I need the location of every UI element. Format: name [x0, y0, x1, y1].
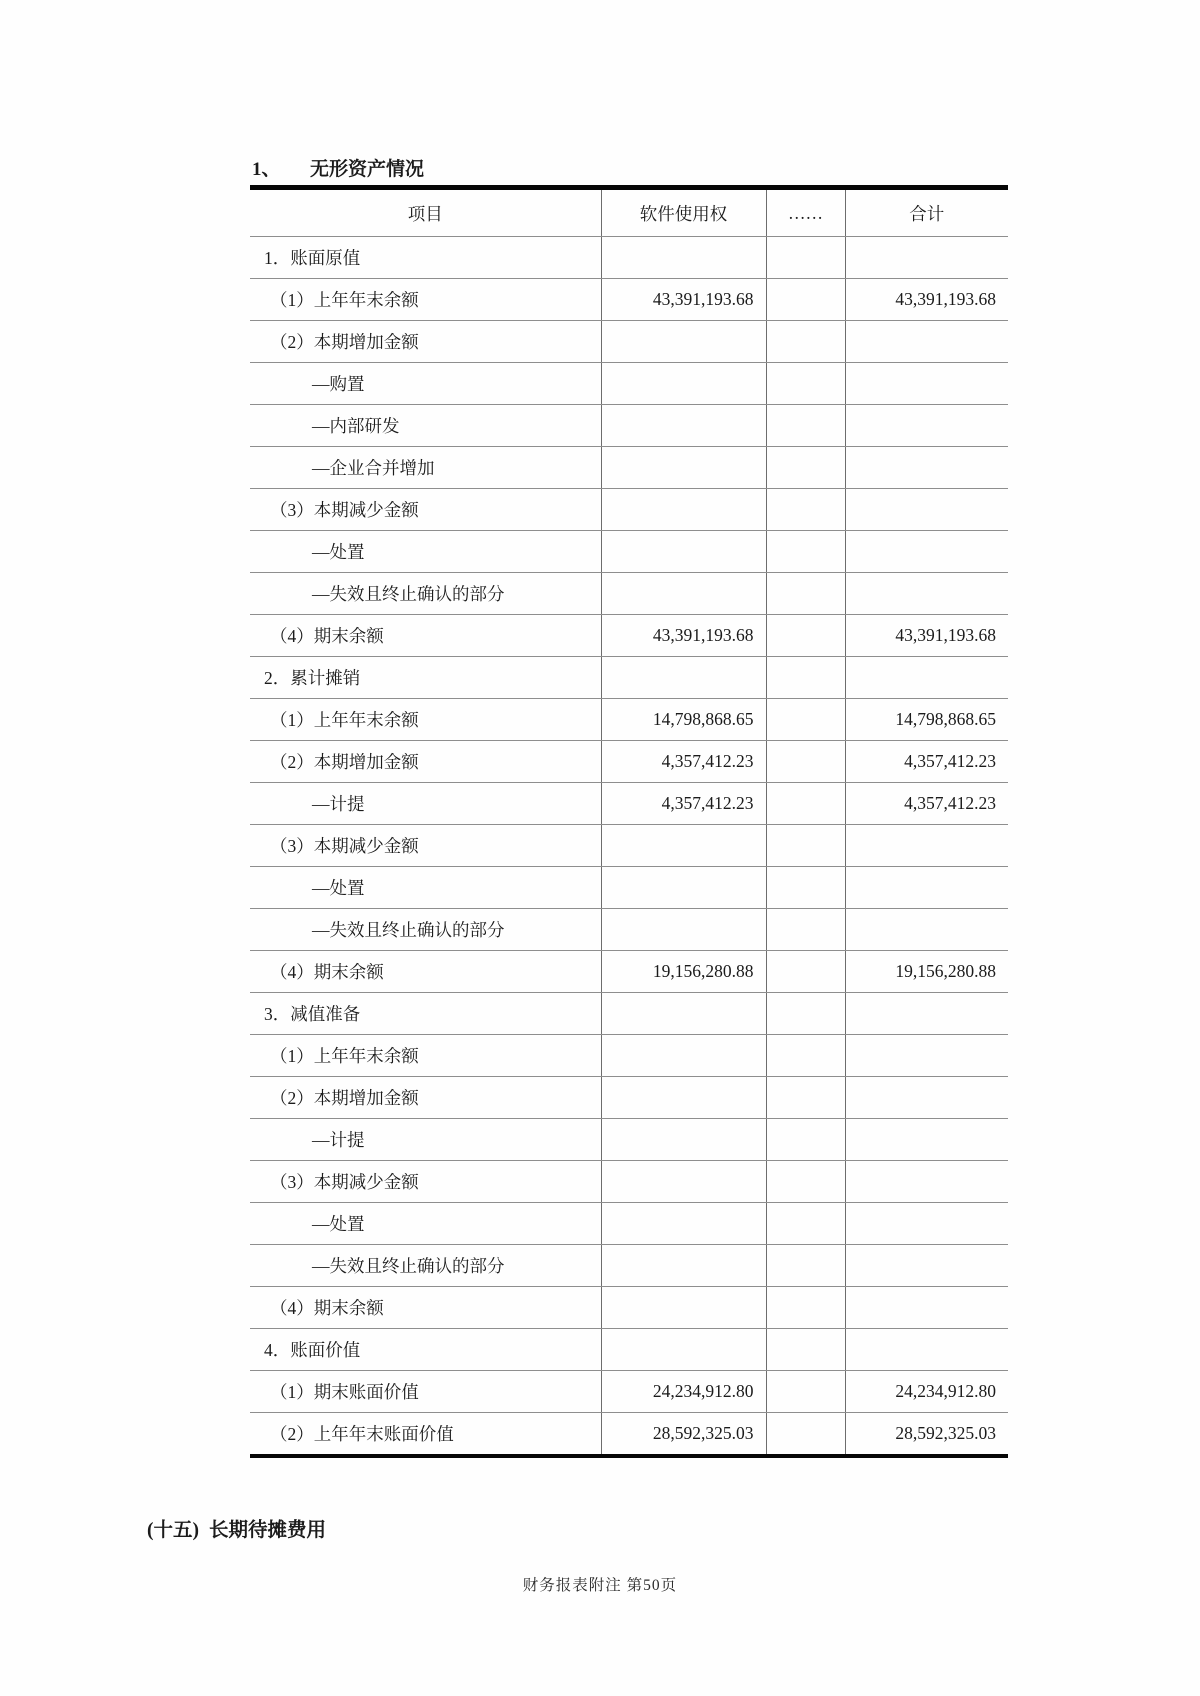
total-value	[845, 447, 1008, 489]
table-row	[250, 573, 1008, 615]
table-row	[250, 1077, 1008, 1119]
table-row	[250, 993, 1008, 1035]
next-section-title: 长期待摊费用	[209, 1520, 327, 1541]
header-software-usage-rights: 软件使用权	[601, 188, 766, 237]
table-row	[250, 951, 1008, 993]
ellipsis-value	[766, 1413, 845, 1457]
ellipsis-value	[766, 783, 845, 825]
ellipsis-value	[766, 657, 845, 699]
software-usage-value	[601, 489, 766, 531]
row-label: 4．账面价值	[250, 1329, 601, 1371]
page-footer: 财务报表附注 第50页	[522, 1577, 678, 1594]
row-label: —处置	[250, 1203, 601, 1245]
row-label: 3．减值准备	[250, 993, 601, 1035]
table-row	[250, 405, 1008, 447]
ellipsis-value	[766, 1035, 845, 1077]
total-value	[845, 1245, 1008, 1287]
table-row	[250, 1161, 1008, 1203]
total-value	[845, 867, 1008, 909]
software-usage-value	[601, 1077, 766, 1119]
total-value: 43,391,193.68	[845, 615, 1008, 657]
row-label: （2）本期增加金额	[250, 741, 601, 783]
total-value	[845, 909, 1008, 951]
total-value	[845, 1287, 1008, 1329]
section-title-text: 无形资产情况	[310, 159, 425, 180]
table-row	[250, 657, 1008, 699]
row-label: —企业合并增加	[250, 447, 601, 489]
ellipsis-value	[766, 279, 845, 321]
software-usage-value	[601, 531, 766, 573]
row-label: （1）上年年末余额	[250, 1035, 601, 1077]
total-value	[845, 1329, 1008, 1371]
total-value	[845, 1035, 1008, 1077]
table-row	[250, 1203, 1008, 1245]
row-label: （3）本期减少金额	[250, 1161, 601, 1203]
ellipsis-value	[766, 909, 845, 951]
software-usage-value: 4,357,412.23	[601, 741, 766, 783]
row-label: —内部研发	[250, 405, 601, 447]
table-row	[250, 825, 1008, 867]
total-value: 28,592,325.03	[845, 1413, 1008, 1457]
ellipsis-value	[766, 1119, 845, 1161]
row-label: （1）期末账面价值	[250, 1371, 601, 1413]
header-total: 合计	[845, 188, 1008, 237]
total-value: 14,798,868.65	[845, 699, 1008, 741]
total-value	[845, 531, 1008, 573]
ellipsis-value	[766, 1077, 845, 1119]
software-usage-value: 19,156,280.88	[601, 951, 766, 993]
ellipsis-value	[766, 1329, 845, 1371]
ellipsis-value	[766, 1245, 845, 1287]
row-label: （2）本期增加金额	[250, 1077, 601, 1119]
ellipsis-value	[766, 951, 845, 993]
total-value	[845, 1077, 1008, 1119]
software-usage-value	[601, 825, 766, 867]
table-row	[250, 363, 1008, 405]
software-usage-value	[601, 405, 766, 447]
total-value	[845, 1203, 1008, 1245]
table-row	[250, 867, 1008, 909]
row-label: 2．累计摊销	[250, 657, 601, 699]
software-usage-value: 43,391,193.68	[601, 279, 766, 321]
row-label: —失效且终止确认的部分	[250, 1245, 601, 1287]
row-label: （3）本期减少金额	[250, 825, 601, 867]
software-usage-value	[601, 321, 766, 363]
software-usage-value: 14,798,868.65	[601, 699, 766, 741]
table-row	[250, 1413, 1008, 1457]
ellipsis-value	[766, 447, 845, 489]
row-label: —处置	[250, 531, 601, 573]
software-usage-value	[601, 1203, 766, 1245]
row-label: （3）本期减少金额	[250, 489, 601, 531]
software-usage-value	[601, 1119, 766, 1161]
total-value	[845, 993, 1008, 1035]
software-usage-value	[601, 993, 766, 1035]
table-row	[250, 741, 1008, 783]
software-usage-value: 43,391,193.68	[601, 615, 766, 657]
row-label: （1）上年年末余额	[250, 699, 601, 741]
ellipsis-value	[766, 531, 845, 573]
ellipsis-value	[766, 363, 845, 405]
ellipsis-value	[766, 615, 845, 657]
ellipsis-value	[766, 699, 845, 741]
software-usage-value	[601, 447, 766, 489]
ellipsis-value	[766, 237, 845, 279]
row-label: —处置	[250, 867, 601, 909]
row-label: （1）上年年末余额	[250, 279, 601, 321]
total-value	[845, 363, 1008, 405]
total-value	[845, 405, 1008, 447]
total-value: 19,156,280.88	[845, 951, 1008, 993]
total-value	[845, 237, 1008, 279]
total-value	[845, 1119, 1008, 1161]
table-row	[250, 1329, 1008, 1371]
row-label: —失效且终止确认的部分	[250, 909, 601, 951]
total-value	[845, 489, 1008, 531]
table-row	[250, 321, 1008, 363]
ellipsis-value	[766, 993, 845, 1035]
table-row	[250, 1245, 1008, 1287]
total-value	[845, 573, 1008, 615]
software-usage-value: 24,234,912.80	[601, 1371, 766, 1413]
ellipsis-value	[766, 1287, 845, 1329]
ellipsis-value	[766, 1161, 845, 1203]
software-usage-value	[601, 657, 766, 699]
table-row	[250, 279, 1008, 321]
table-row	[250, 447, 1008, 489]
total-value	[845, 657, 1008, 699]
ellipsis-value	[766, 321, 845, 363]
row-label: —计提	[250, 1119, 601, 1161]
software-usage-value	[601, 909, 766, 951]
section-title-number: 1、	[252, 159, 281, 180]
ellipsis-value	[766, 573, 845, 615]
table-header-row	[250, 188, 1008, 237]
row-label: （4）期末余额	[250, 951, 601, 993]
table-row	[250, 1035, 1008, 1077]
software-usage-value	[601, 363, 766, 405]
next-section-heading	[147, 1518, 326, 1544]
row-label: （2）上年年末账面价值	[250, 1413, 601, 1457]
software-usage-value	[601, 1287, 766, 1329]
total-value: 24,234,912.80	[845, 1371, 1008, 1413]
table-row	[250, 1371, 1008, 1413]
header-item: 项目	[250, 188, 601, 237]
header-ellipsis: ……	[766, 188, 845, 237]
section-title	[252, 158, 424, 181]
ellipsis-value	[766, 1371, 845, 1413]
table-row	[250, 237, 1008, 279]
software-usage-value	[601, 867, 766, 909]
software-usage-value	[601, 573, 766, 615]
software-usage-value	[601, 237, 766, 279]
software-usage-value: 4,357,412.23	[601, 783, 766, 825]
table-row	[250, 489, 1008, 531]
software-usage-value	[601, 1245, 766, 1287]
total-value: 43,391,193.68	[845, 279, 1008, 321]
table-row	[250, 783, 1008, 825]
total-value	[845, 321, 1008, 363]
software-usage-value: 28,592,325.03	[601, 1413, 766, 1457]
table-body	[250, 237, 1008, 1457]
intangible-assets-table	[250, 185, 1008, 1458]
ellipsis-value	[766, 825, 845, 867]
next-section-number: (十五)	[147, 1520, 199, 1541]
total-value: 4,357,412.23	[845, 783, 1008, 825]
software-usage-value	[601, 1035, 766, 1077]
ellipsis-value	[766, 867, 845, 909]
ellipsis-value	[766, 489, 845, 531]
table-row	[250, 909, 1008, 951]
table-row	[250, 1119, 1008, 1161]
table-row	[250, 531, 1008, 573]
ellipsis-value	[766, 741, 845, 783]
software-usage-value	[601, 1329, 766, 1371]
row-label: （2）本期增加金额	[250, 321, 601, 363]
row-label: —购置	[250, 363, 601, 405]
row-label: 1．账面原值	[250, 237, 601, 279]
row-label: （4）期末余额	[250, 1287, 601, 1329]
total-value	[845, 1161, 1008, 1203]
total-value	[845, 825, 1008, 867]
ellipsis-value	[766, 405, 845, 447]
table-row	[250, 615, 1008, 657]
total-value: 4,357,412.23	[845, 741, 1008, 783]
software-usage-value	[601, 1161, 766, 1203]
ellipsis-value	[766, 1203, 845, 1245]
row-label: （4）期末余额	[250, 615, 601, 657]
table-row	[250, 1287, 1008, 1329]
row-label: —失效且终止确认的部分	[250, 573, 601, 615]
table-row	[250, 699, 1008, 741]
row-label: —计提	[250, 783, 601, 825]
